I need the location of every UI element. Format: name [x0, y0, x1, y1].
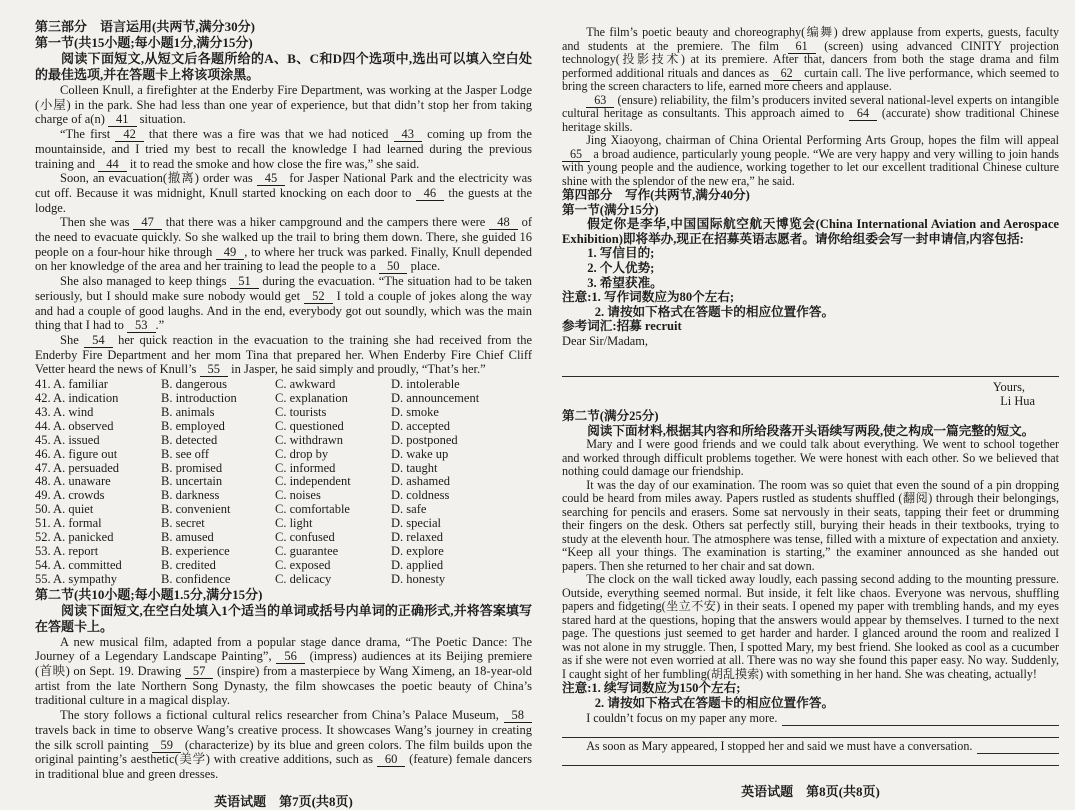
- option-cell: B. see off: [161, 447, 210, 461]
- option-cell: 48. A. unaware: [35, 475, 111, 489]
- option-cell: 53. A. report: [35, 544, 99, 558]
- option-cell: 52. A. panicked: [35, 531, 114, 545]
- option-row: [35, 420, 532, 434]
- option-cell: B. dangerous: [161, 378, 227, 392]
- gapfill-paragraph: The film’s poetic beauty and choreography(编舞) drew applause from experts, guests, faculty and students at the premiere. The film 61 (screen) using advanced CINITY projection technology(投影技术) at its premiere. After that, dancers from both the stage drama and film performed additional rituals and dances as 62 curtain call. The live performance, which seemed to bring the screen characters to life, earned more cheers and applause.: [562, 25, 1059, 93]
- option-row: [35, 378, 532, 392]
- gapfill-paragraph: The story follows a fictional cultural relics researcher from China’s Palace Museum, 58 travels back in time to observe Wang’s creative process. It showcases Wang’s journey in creating the silk scroll painting 59 (characterize) by its blue and green colors. The film builds upon the original painting’s aesthetic(美学) with creative additions, such as 60 (feature) female dancers in traditional blue and green dresses.: [35, 708, 532, 781]
- option-row: [35, 517, 532, 531]
- cloze-blank: 47: [133, 215, 162, 230]
- option-cell: B. uncertain: [161, 475, 223, 489]
- option-cell: C. drop by: [275, 447, 329, 461]
- option-cell: 54. A. committed: [35, 558, 122, 572]
- option-cell: B. introduction: [161, 391, 237, 405]
- option-cell: B. confidence: [161, 572, 231, 586]
- option-cell: C. comfortable: [275, 503, 350, 517]
- option-cell: D. intolerable: [391, 378, 460, 392]
- option-cell: C. light: [275, 517, 313, 531]
- continuation-starter-1: [562, 712, 1059, 726]
- option-cell: 41. A. familiar: [35, 378, 108, 392]
- option-cell: D. relaxed: [391, 531, 444, 545]
- story-paragraph: Mary and I were good friends and we could talk about everything. We went to school together and worked through difficult problems together. We were honest with each other. So we believed that nothing could damage our friendship.: [562, 437, 1059, 479]
- option-cell: C. awkward: [275, 378, 336, 392]
- gapfill-paragraph: Jing Xiaoyong, chairman of China Oriental Performing Arts Group, hopes the film will appeal 65 a broad audience, particularly young people. “We are very happy and very willing to join hands with young people and the audience, working together to let our excellent traditional Chinese culture shine with the splendor of the new era,” he said.: [562, 133, 1059, 188]
- answer-line: [977, 742, 1059, 754]
- option-cell: D. honesty: [391, 572, 446, 586]
- option-cell: 51. A. formal: [35, 517, 102, 531]
- option-cell: C. informed: [275, 461, 336, 475]
- option-cell: D. safe: [391, 503, 427, 517]
- cloze-paragraph: Then she was 47 that there was a hiker campground and the campers there were 48 of the need to evacuate quickly. So she walked up the trail to bring them down. There, she guided 16 people on a four-hour hike through 49 , to where her truck was parked. Finally, Knull depended on her knowledge of the area and her training to lead the people to a 50 place.: [35, 215, 532, 274]
- answer-line: [782, 714, 1059, 726]
- option-row: [35, 448, 532, 462]
- letter-salutation: Dear Sir/Madam,: [562, 333, 649, 348]
- option-cell: 44. A. observed: [35, 419, 114, 433]
- writing1-point: 1. 写信目的;: [587, 246, 655, 261]
- section2-instructions: 阅读下面短文,在空白处填入1个适当的单词或括号内单词的正确形式,并将答案填写在答题卡上。: [35, 602, 532, 634]
- option-cell: B. experience: [161, 544, 230, 558]
- letter-answer-line: [562, 376, 1059, 377]
- cloze-blank: 43: [394, 127, 423, 142]
- cloze-blank: 59: [152, 738, 181, 753]
- part4-heading: 第四部分 写作(共两节,满分40分): [562, 188, 750, 202]
- cloze-paragraph: She 54 her quick reaction in the evacuation to the training she had received from the Enderby Fire Department and her mom Tina that prepared her. When Enderby Fire Chief Cliff Vetter heard the news of Knull’s 55 in Jasper, he said simply and proudly, “That’s her.”: [35, 332, 533, 377]
- cloze-paragraph: Colleen Knull, a firefighter at the Enderby Fire Department, was working at the Jasper Lodge (小屋) in the park. She had less than one year of experience, but that didn’t stop her from taking charge of a(n) 41 situation.: [35, 83, 532, 127]
- option-cell: D. applied: [391, 558, 444, 572]
- cloze-blank: 42: [115, 127, 144, 142]
- option-cell: B. secret: [161, 517, 205, 531]
- gapfill-paragraph: A new musical film, adapted from a popular stage dance drama, “The Poetic Dance: The Journey of a Legendary Landscape Painting”, 56 (impress) audiences at its Beijing premiere (首映) on Sept. 19. Drawing 57 (inspire) from a masterpiece by Wang Ximeng, an 18-year-old artist from the late Northern Song Dynasty, the film showcases the poetic beauty of China’s traditional culture in a magical display.: [35, 634, 532, 708]
- section1-heading: 第一节(共15小题;每小题1分,满分15分): [35, 35, 253, 50]
- cloze-blank: 61: [788, 39, 816, 54]
- writing2-heading: 第二节(满分25分): [562, 408, 659, 423]
- answer-line: [562, 737, 1059, 738]
- option-cell: C. questioned: [275, 419, 344, 433]
- cloze-blank: 41: [108, 112, 137, 127]
- option-row: [35, 559, 532, 573]
- option-cell: D. postponed: [391, 433, 458, 447]
- writing2-instructions: 阅读下面材料,根据其内容和所给段落开头语续写两段,使之构成一篇完整的短文。: [587, 423, 1035, 438]
- writing1-point: 3. 希望获准。: [587, 275, 663, 290]
- option-cell: C. tourists: [275, 405, 327, 419]
- writing2-note: 注意:1. 续写词数应为150个左右;: [562, 681, 741, 696]
- writing1-note: 2. 请按如下格式在答题卡的相应位置作答。: [594, 304, 835, 319]
- option-cell: C. noises: [275, 489, 321, 503]
- option-cell: 55. A. sympathy: [35, 572, 117, 586]
- option-cell: B. employed: [161, 419, 225, 433]
- cloze-options-table: [35, 378, 532, 587]
- option-cell: D. coldness: [391, 489, 450, 503]
- writing1-prompt: 假定你是李华,中国国际航空航天博览会(China International Aviation and Aerospace Exhibition)即将举办,现正在招募英语志愿者。请你给组委会写一封申请信,内容包括:: [562, 217, 1059, 246]
- option-cell: 47. A. persuaded: [35, 461, 120, 475]
- cloze-blank: 52: [304, 289, 333, 304]
- cloze-blank: 56: [276, 649, 305, 664]
- option-row: [35, 434, 532, 448]
- story-paragraph: The clock on the wall ticked away loudly, each passing second adding to the mounting pressure. Outside, everything seemed normal. But inside, it felt like chaos. Everyone was nervous, shuffling papers and fidgeting(坐立不安) in their seats. I opened my paper with trembling hands, and my eyes stared hard at the questions, hoping that the answers would appear by themselves. I turned to the next page. The questions just seemed to get harder and harder. I glanced around the room and realized I was not alone in my struggle. Then, I spotted Mary, my best friend. She looked as cool as a cucumber as if she were not even worried at all. There was no way she found this paper easy. No way. Suddenly, I caught sight of her fumbling(胡乱摸索) with something in her hand. She was cheating, actually!: [562, 572, 1059, 681]
- gapfill-paragraph: 63 (ensure) reliability, the film’s producers invited several national-level experts on intangible cultural heritage as consultants. This approach aimed to 64 (accurate) show traditional Chinese heritage skills.: [562, 92, 1060, 134]
- cloze-blank: 50: [379, 259, 408, 274]
- cloze-blank: 46: [416, 186, 445, 201]
- section2-heading: 第二节(共10小题;每小题1.5分,满分15分): [35, 586, 263, 602]
- cloze-blank: 63: [586, 93, 614, 108]
- answer-line: [562, 765, 1059, 766]
- cloze-blank: 62: [773, 66, 801, 81]
- cloze-blank: 49: [216, 245, 245, 260]
- story-paragraph: It was the day of our examination. The room was so quiet that even the sound of a pin dropping could be heard from miles away. Papers rustled as students shuffled (翻阅) through their belongings, searching for pencils and erasers. Some sat nervously in their seats, tapping their feet or drumming their fingers on the desk. Others sat perfectly still, burying their heads in their textbooks, trying to study at the eleventh hour. The atmosphere was tense, filled with a mixture of expectation and anxiety. “Keep all your things. The examination is starting,” the examiner announced as she handed out papers. Then she returned to her chair and sat down.: [562, 477, 1059, 573]
- option-row: [35, 489, 532, 503]
- part3-heading: 第三部分 语言运用(共两节,满分30分): [35, 19, 255, 34]
- writing2-note: 2. 请按如下格式在答题卡的相应位置作答。: [594, 695, 835, 710]
- option-cell: 46. A. figure out: [35, 447, 118, 461]
- option-cell: B. detected: [161, 433, 218, 447]
- option-cell: C. delicacy: [275, 572, 332, 586]
- option-cell: B. convenient: [161, 503, 231, 517]
- section1-instructions: 阅读下面短文,从短文后各题所给的A、B、C和D四个选项中,选出可以填入空白处的最佳选项,并在答题卡上将该项涂黑。: [35, 51, 532, 82]
- option-row: [35, 475, 532, 489]
- writing1-heading: 第一节(满分15分): [562, 202, 659, 217]
- reference-vocab: 参考词汇:招募 recruit: [562, 319, 682, 334]
- option-row: [35, 531, 532, 545]
- option-cell: C. independent: [275, 475, 351, 489]
- option-cell: B. promised: [161, 461, 223, 475]
- option-cell: 43. A. wind: [35, 405, 94, 419]
- option-cell: 45. A. issued: [35, 433, 100, 447]
- option-cell: D. wake up: [391, 447, 449, 461]
- letter-signature: Li Hua: [1000, 394, 1035, 409]
- option-row: [35, 573, 532, 587]
- option-cell: D. special: [391, 517, 441, 531]
- starter-text: I couldn’t focus on my paper any more.: [586, 711, 778, 726]
- option-cell: C. withdrawn: [275, 433, 344, 447]
- cloze-paragraph: “The first 42 that there was a fire was that we had noticed 43 coming up from the mountainside, and I tried my best to recall the knowledge I had learned during the previous training and 44 it to read the smoke and how close the fire was,” she said.: [35, 127, 532, 171]
- option-cell: D. taught: [391, 461, 438, 475]
- option-cell: C. explanation: [275, 391, 348, 405]
- page-8-column: [562, 0, 1059, 800]
- cloze-blank: 64: [849, 106, 877, 121]
- option-cell: D. accepted: [391, 419, 450, 433]
- option-cell: 49. A. crowds: [35, 489, 105, 503]
- option-cell: C. exposed: [275, 558, 331, 572]
- option-cell: B. darkness: [161, 489, 220, 503]
- writing1-note: 注意:1. 写作词数应为80个左右;: [562, 290, 735, 305]
- option-cell: D. announcement: [391, 391, 480, 405]
- option-row: [35, 503, 532, 517]
- option-cell: B. animals: [161, 405, 215, 419]
- page8-footer: 英语试题 第8页(共8页): [741, 783, 880, 799]
- option-cell: B. amused: [161, 531, 214, 545]
- cloze-paragraph: Soon, an evacuation(撤离) order was 45 for Jasper National Park and the electricity was cut off. Because it was midnight, Knull started knocking on each door to 46 the guests at the lodge.: [35, 171, 532, 215]
- writing1-point: 2. 个人优势;: [587, 260, 655, 275]
- page7-footer: 英语试题 第7页(共8页): [214, 793, 353, 809]
- option-row: [35, 406, 532, 420]
- starter-text: As soon as Mary appeared, I stopped her and said we must have a conversation.: [586, 739, 973, 754]
- cloze-blank: 55: [200, 362, 229, 377]
- option-row: [35, 392, 532, 406]
- cloze-blank: 45: [257, 171, 286, 186]
- continuation-starter-2: [562, 740, 1059, 754]
- cloze-blank: 57: [185, 664, 214, 679]
- cloze-blank: 60: [377, 752, 406, 767]
- option-cell: 50. A. quiet: [35, 503, 94, 517]
- option-cell: C. guarantee: [275, 544, 339, 558]
- cloze-paragraph: She also managed to keep things 51 during the evacuation. “The situation had to be taken seriously, but I should make sure nobody would get 52 I told a couple of jokes along the way and had a couple of good laughs. And in the end, everybody got out soundly, which was the main thing that I had to 53 .”: [35, 274, 533, 333]
- page-7-column: [35, 0, 533, 809]
- cloze-blank: 58: [504, 708, 533, 723]
- cloze-blank: 65: [562, 147, 590, 162]
- cloze-blank: 48: [489, 215, 518, 230]
- option-row: [35, 545, 532, 559]
- cloze-blank: 54: [84, 333, 113, 348]
- option-cell: D. explore: [391, 544, 444, 558]
- cloze-blank: 44: [98, 157, 127, 172]
- option-cell: B. credited: [161, 558, 216, 572]
- option-row: [35, 462, 532, 476]
- option-cell: 42. A. indication: [35, 391, 119, 405]
- letter-closing: Yours,: [992, 379, 1025, 394]
- option-cell: D. smoke: [391, 405, 439, 419]
- cloze-blank: 51: [230, 274, 259, 289]
- cloze-blank: 53: [127, 318, 156, 333]
- option-cell: D. ashamed: [391, 475, 451, 489]
- option-cell: C. confused: [275, 531, 335, 545]
